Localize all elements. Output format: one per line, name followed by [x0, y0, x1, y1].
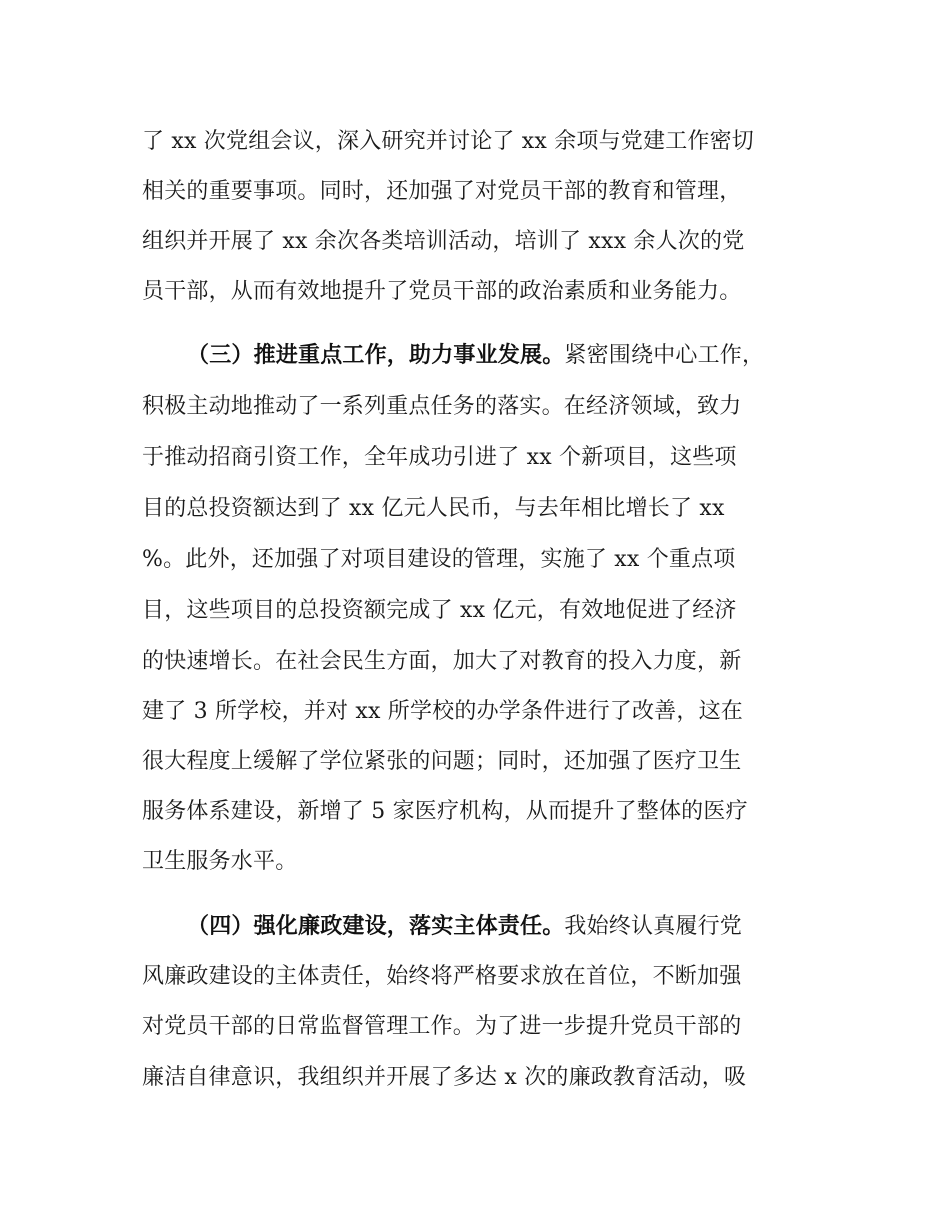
paragraph-3-line-3: 对党员干部的日常监督管理工作。为了进一步提升党员干部的 [142, 1014, 742, 1039]
paragraph-2-first-line [187, 341, 764, 371]
paragraph-2-line-3: 于推动招商引资工作，全年成功引进了 xx 个新项目，这些项 [142, 445, 737, 470]
paragraph-2-line-11: 卫生服务水平。 [142, 849, 298, 874]
paragraph-2-line-5: %。此外，还加强了对项目建设的管理，实施了 xx 个重点项 [142, 547, 736, 572]
paragraph-2-line-2: 积极主动地推动了一系列重点任务的落实。在经济领域，致力 [142, 394, 742, 419]
paragraph-2-line-4: 目的总投资额达到了 xx 亿元人民币，与去年相比增长了 xx [142, 496, 725, 521]
section-heading-3: （三）推进重点工作，助力事业发展。 [187, 343, 565, 368]
paragraph-3-line-4: 廉洁自律意识，我组织并开展了多达 x 次的廉政教育活动，吸 [142, 1065, 747, 1090]
paragraph-2-line-10: 服务体系建设，新增了 5 家医疗机构，从而提升了整体的医疗 [142, 799, 748, 824]
paragraph-2-line-6: 目，这些项目的总投资额完成了 xx 亿元，有效地促进了经济 [142, 598, 737, 623]
paragraph-2-line-7: 的快速增长。在社会民生方面，加大了对教育的投入力度，新 [142, 649, 742, 674]
paragraph-2-line-8: 建了 3 所学校，并对 xx 所学校的办学条件进行了改善，这在 [142, 699, 743, 724]
paragraph-3-line-2: 风廉政建设的主体责任，始终将严格要求放在首位，不断加强 [142, 964, 742, 989]
paragraph-1-line-2: 相关的重要事项。同时，还加强了对党员干部的教育和管理， [142, 179, 742, 204]
section-heading-4: （四）强化廉政建设，落实主体责任。 [187, 914, 565, 939]
paragraph-1-line-3: 组织并开展了 xx 余次各类培训活动，培训了 xxx 余人次的党 [142, 229, 745, 254]
paragraph-1-line-4: 员干部，从而有效地提升了党员干部的政治素质和业务能力。 [142, 279, 742, 304]
paragraph-3-first-line-text: 我始终认真履行党 [564, 914, 743, 939]
paragraph-3-first-line [187, 912, 742, 942]
paragraph-2-first-line-text: 紧密围绕中心工作， [564, 343, 765, 368]
paragraph-2-line-9: 很大程度上缓解了学位紧张的问题；同时，还加强了医疗卫生 [142, 749, 742, 774]
paragraph-1-line-1: 了 xx 次党组会议，深入研究并讨论了 xx 余项与党建工作密切 [142, 129, 755, 154]
